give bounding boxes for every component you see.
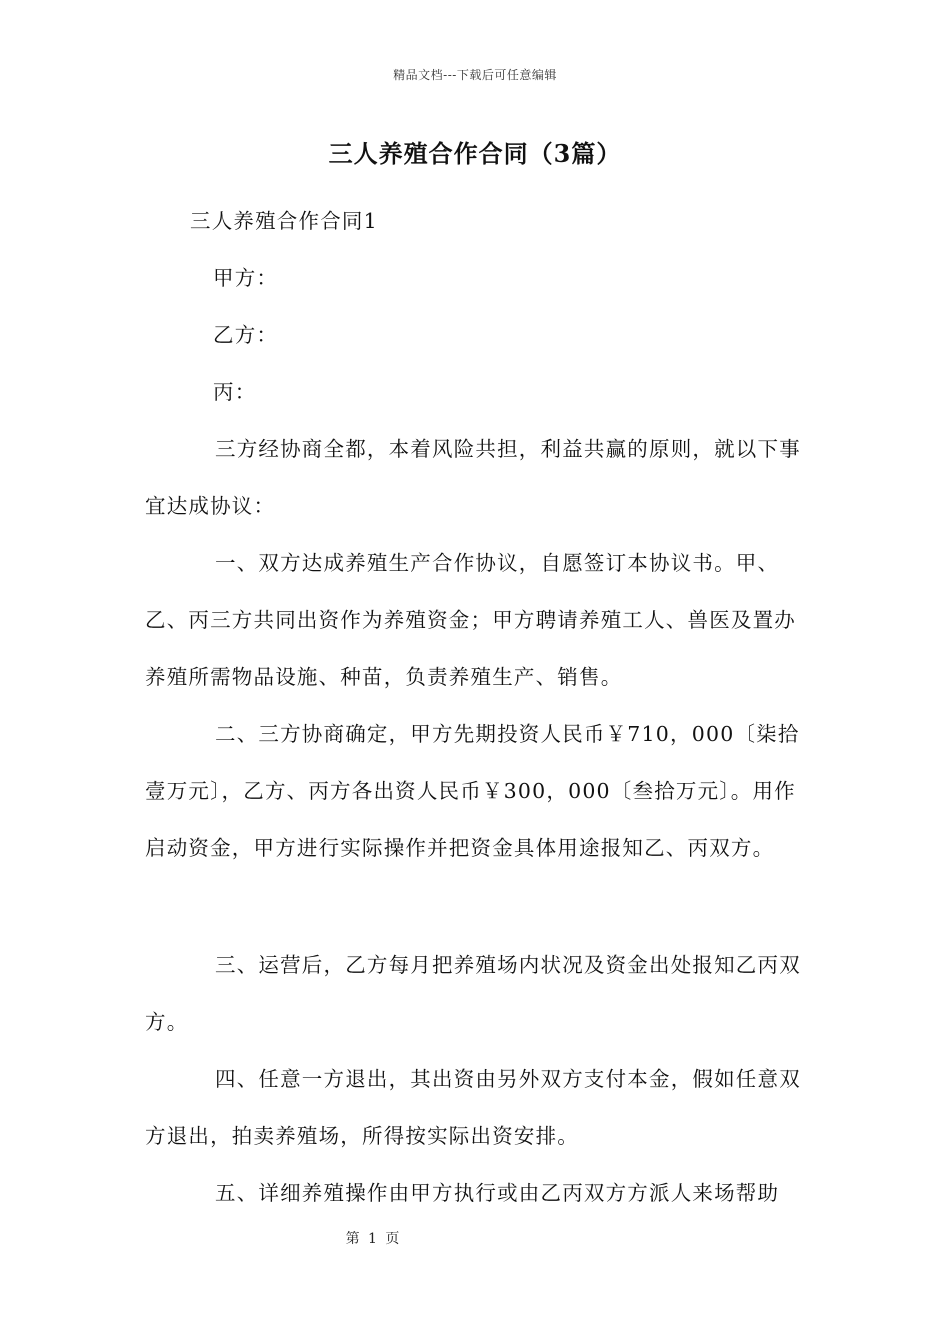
paragraph-clause-2: 二、三方协商确定，甲方先期投资人民币￥710，000〔柒拾壹万元〕，乙方、丙方各出资人民币￥300，000〔叁拾万元〕。用作启动资金，甲方进行实际操作并把资金具体用途报知乙、丙双方。 bbox=[145, 722, 800, 860]
paragraph-clause-1: 一、双方达成养殖生产合作协议，自愿签订本协议书。甲、乙、丙三方共同出资作为养殖资金；甲方聘请养殖工人、兽医及置办养殖所需物品设施、种苗，负责养殖生产、销售。 bbox=[145, 551, 796, 689]
header-note: 精品文档---下载后可任意编辑 bbox=[393, 68, 557, 82]
document-title: 三人养殖合作合同（3篇） bbox=[328, 139, 622, 168]
paragraph-clause-4: 四、任意一方退出，其出资由另外双方支付本金，假如任意双方退出，拍卖养殖场，所得按实际出资安排。 bbox=[145, 1067, 801, 1148]
party-a-label: 甲方： bbox=[213, 266, 279, 290]
page-number: 1 bbox=[368, 1231, 377, 1247]
paragraph-clause-5: 五、详细养殖操作由甲方执行或由乙丙双方方派人来场帮助 bbox=[215, 1181, 780, 1205]
party-b-label: 乙方： bbox=[213, 323, 279, 347]
paragraph-clause-3: 三、运营后，乙方每月把养殖场内状况及资金出处报知乙丙双方。 bbox=[145, 953, 801, 1034]
document-subtitle: 三人养殖合作合同1 bbox=[190, 209, 378, 233]
party-c-label: 丙： bbox=[213, 380, 257, 404]
paragraph-preamble: 三方经协商全都，本着风险共担，利益共赢的原则，就以下事宜达成协议： bbox=[145, 437, 801, 518]
page-footer bbox=[0, 1228, 745, 1248]
page-suffix: 页 bbox=[385, 1231, 400, 1247]
page-prefix: 第 bbox=[345, 1231, 360, 1247]
